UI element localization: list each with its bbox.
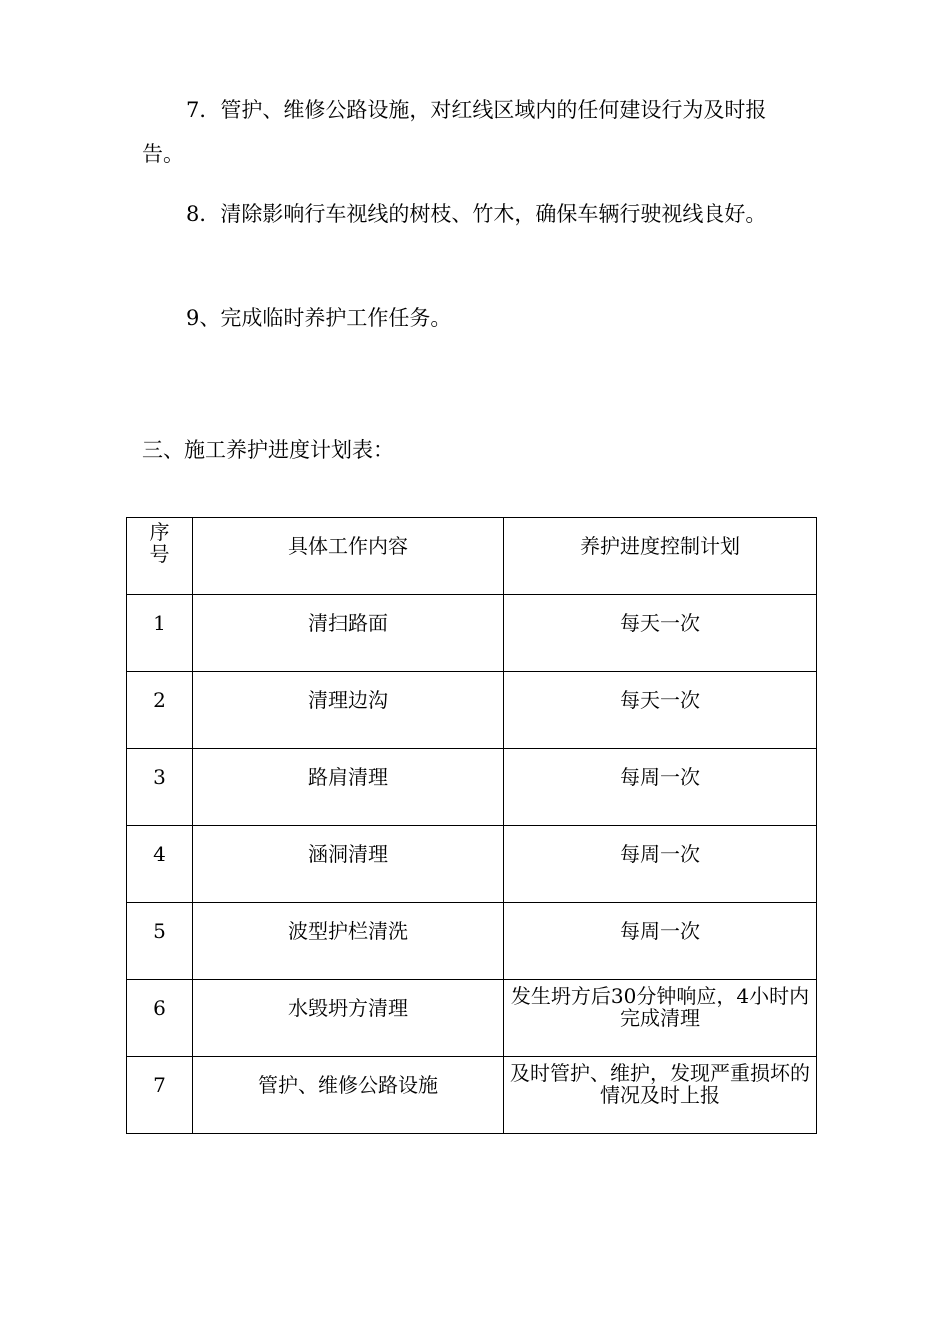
- row-no: 4: [127, 826, 193, 903]
- row-content: 路肩清理: [193, 749, 504, 826]
- row-no: 5: [127, 903, 193, 980]
- table-row: [127, 595, 817, 672]
- row-no: 2: [127, 672, 193, 749]
- schedule-table: [126, 517, 817, 1134]
- row-plan: 每天一次: [504, 595, 817, 672]
- row-content: 波型护栏清洗: [193, 903, 504, 980]
- table-row: [127, 980, 817, 1057]
- header-no: 序号: [127, 518, 193, 595]
- table-header-row: [127, 518, 817, 595]
- row-plan: 及时管护、维护，发现严重损坏的情况及时上报: [504, 1057, 817, 1134]
- row-no: 1: [127, 595, 193, 672]
- paragraph-7: 7．管护、维修公路设施，对红线区域内的任何建设行为及时报告。: [142, 98, 767, 166]
- table-row: [127, 1057, 817, 1134]
- row-plan: 发生坍方后30分钟响应，4小时内完成清理: [504, 980, 817, 1057]
- paragraph-9: 9、完成临时养护工作任务。: [186, 306, 452, 330]
- row-content: 水毁坍方清理: [193, 980, 504, 1057]
- row-plan: 每周一次: [504, 903, 817, 980]
- row-plan: 每周一次: [504, 826, 817, 903]
- row-no: 7: [127, 1057, 193, 1134]
- table-row: [127, 826, 817, 903]
- row-content: 清扫路面: [193, 595, 504, 672]
- section-title: 三、施工养护进度计划表：: [142, 438, 394, 462]
- table-row: [127, 903, 817, 980]
- table-row: [127, 749, 817, 826]
- row-no: 6: [127, 980, 193, 1057]
- row-content: 清理边沟: [193, 672, 504, 749]
- row-plan: 每周一次: [504, 749, 817, 826]
- header-content: 具体工作内容: [193, 518, 504, 595]
- row-content: 管护、维修公路设施: [193, 1057, 504, 1134]
- paragraph-8: 8．清除影响行车视线的树枝、竹木，确保车辆行驶视线良好。: [186, 202, 767, 226]
- row-plan: 每天一次: [504, 672, 817, 749]
- header-plan: 养护进度控制计划: [504, 518, 817, 595]
- row-content: 涵洞清理: [193, 826, 504, 903]
- row-no: 3: [127, 749, 193, 826]
- table-row: [127, 672, 817, 749]
